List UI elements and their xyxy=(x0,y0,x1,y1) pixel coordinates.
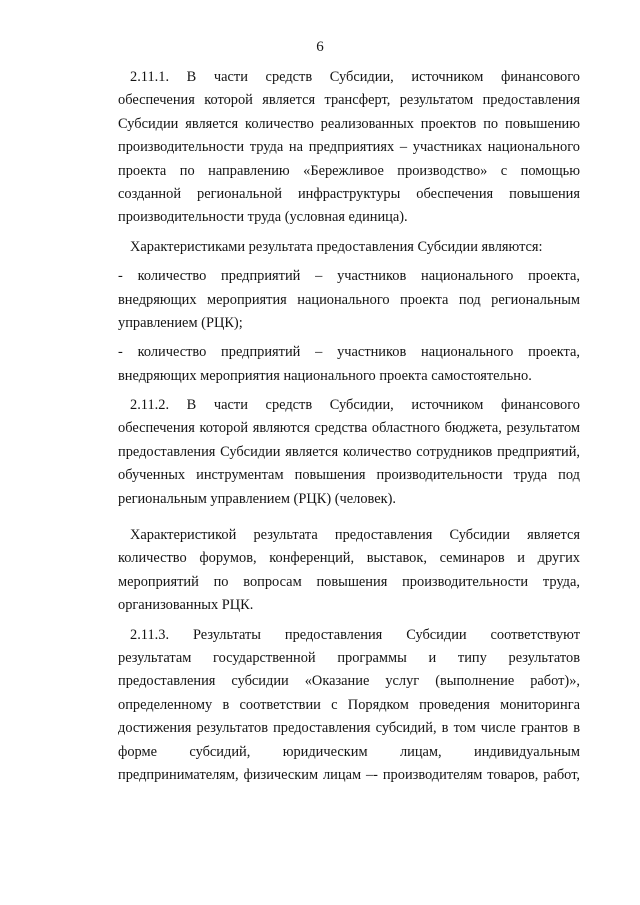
text-line: проекта по направлению «Бережливое производство» с помощью xyxy=(118,162,580,179)
text-line: определенному в соответствии с Порядком проведения мониторинга xyxy=(118,696,580,713)
text-line: производительности труда на предприятиях – участниках национального xyxy=(118,139,580,156)
paragraph-characteristics-2 xyxy=(118,524,580,618)
text-line: 2.11.3. Результаты предоставления Субсидии соответствуют xyxy=(130,626,580,643)
text-line: обученных инструментам повышения производительности труда под xyxy=(118,467,580,484)
paragraph-2-11-2 xyxy=(118,394,580,511)
text-line: производительности труда (условная единица). xyxy=(118,209,408,226)
text-line: созданной региональной инфраструктуры обеспечения повышения xyxy=(118,185,580,202)
text-line: региональным управлением (РЦК) (человек). xyxy=(118,490,397,507)
text-line: Характеристиками результата предоставления Субсидии являются: xyxy=(130,238,543,255)
text-line: Субсидии является количество реализованных проектов по повышению xyxy=(118,115,580,132)
text-line: внедряющих мероприятия национального проекта самостоятельно. xyxy=(118,367,532,384)
list-item-dash-1 xyxy=(118,265,580,335)
text-line: управлением (РЦК); xyxy=(118,314,243,331)
text-line: предпринимателям, физическим лицам –- производителям товаров, работ, xyxy=(118,766,580,783)
text-line: организованных РЦК. xyxy=(118,597,254,614)
text-line: - количество предприятий – участников национального проекта, xyxy=(118,344,580,361)
document-body xyxy=(118,66,580,787)
text-line: результатам государственной программы и типу результатов xyxy=(118,649,580,666)
paragraph-2-11-1 xyxy=(118,66,580,230)
text-line: обеспечения которой являются средства областного бюджета, результатом xyxy=(118,420,580,437)
text-line: форме субсидий, юридическим лицам, индивидуальным xyxy=(118,743,580,760)
text-line: 2.11.2. В части средств Субсидии, источником финансового xyxy=(130,397,580,414)
text-line: внедряющих мероприятия национального проекта под региональным xyxy=(118,291,580,308)
text-line: предоставления Субсидии является количество сотрудников предприятий, xyxy=(118,443,580,460)
list-item-dash-2 xyxy=(118,341,580,388)
text-line: предоставления субсидии «Оказание услуг (выполнение работ)», xyxy=(118,673,580,690)
paragraph-2-11-3 xyxy=(118,624,580,788)
page-number: 6 xyxy=(316,39,324,55)
paragraph-characteristics-1 xyxy=(118,236,580,259)
text-line: количество форумов, конференций, выставок, семинаров и других xyxy=(118,550,580,567)
text-line: достижения результатов предоставления субсидий, в том числе грантов в xyxy=(118,720,580,737)
text-line: Характеристикой результата предоставления Субсидии является xyxy=(130,527,580,544)
text-line: 2.11.1. В части средств Субсидии, источником финансового xyxy=(130,69,580,85)
text-line: мероприятий по вопросам повышения производительности труда, xyxy=(118,573,580,590)
text-line: - количество предприятий – участников национального проекта, xyxy=(118,268,580,285)
text-line: обеспечения которой является трансферт, результатом предоставления xyxy=(118,92,580,109)
